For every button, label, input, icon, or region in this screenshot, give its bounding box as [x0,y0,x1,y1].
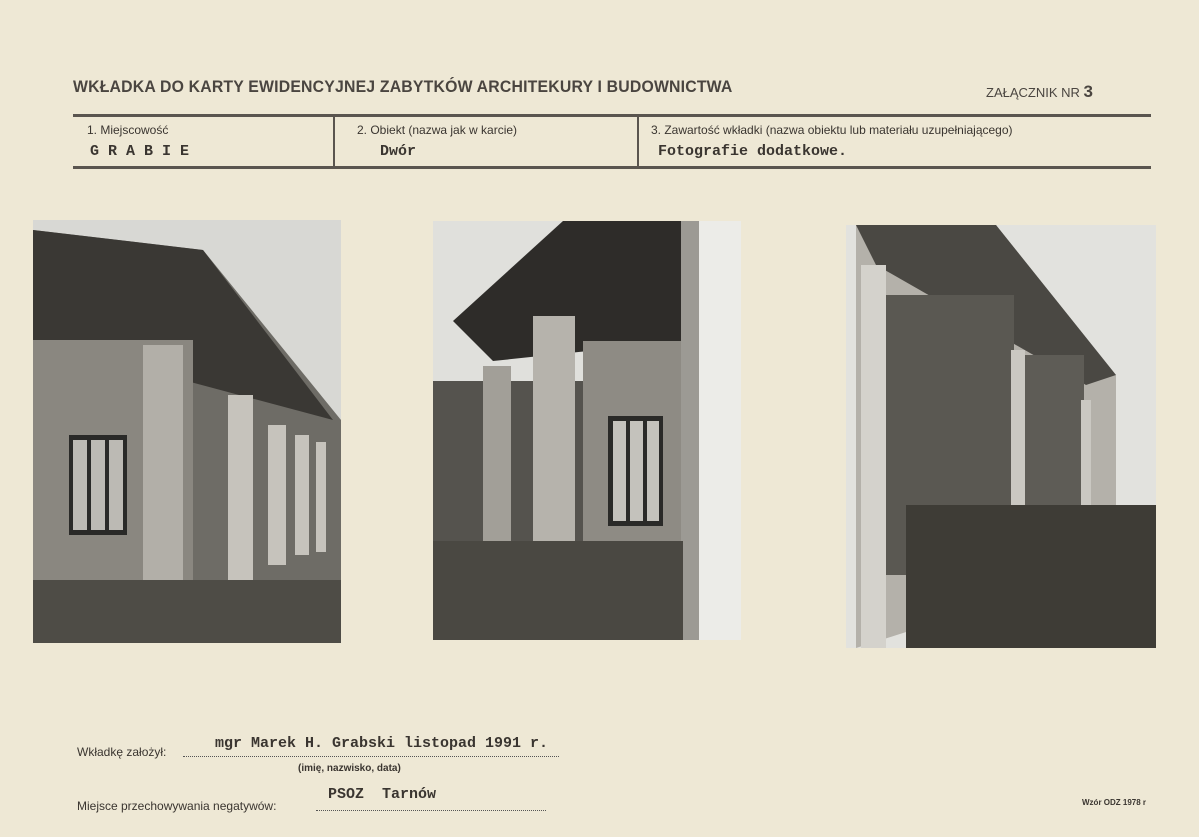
author-hint: (imię, nazwisko, data) [298,763,401,774]
photo-manor-porch-columns [433,221,741,640]
top-rule [73,114,1151,117]
form-title: WKŁADKA DO KARTY EWIDENCYJNEJ ZABYTKÓW ARCHITEKURY I BUDOWNICTWA [73,77,733,96]
bottom-rule [73,166,1151,169]
divider [637,114,639,168]
object-label: 2. Obiekt (nazwa jak w karcie) [357,123,518,137]
locality-value: G R A B I E [90,143,190,160]
annex-label [986,82,1093,102]
author-value: mgr Marek H. Grabski listopad 1991 r. [215,735,549,752]
content-value: Fotografie dodatkowe. [658,143,848,160]
photo-manor-porch-left [33,220,341,643]
form-id: Wzór ODZ 1978 r [1082,798,1147,807]
annex-number: 3 [1083,82,1093,101]
content-label: 3. Zawartość wkładki (nazwa obiektu lub materiału uzupełniającego) [651,123,1013,137]
negatives-label: Miejsce przechowywania negatywów: [77,799,277,813]
photo-manor-veranda [846,225,1156,648]
locality-label: 1. Miejscowość [87,123,169,137]
object-value: Dwór [380,143,417,160]
annex-text: ZAŁĄCZNIK NR [986,85,1080,100]
negatives-value: PSOZ Tarnów [328,786,437,803]
divider [333,114,335,168]
author-label: Wkładkę założył: [77,745,167,759]
